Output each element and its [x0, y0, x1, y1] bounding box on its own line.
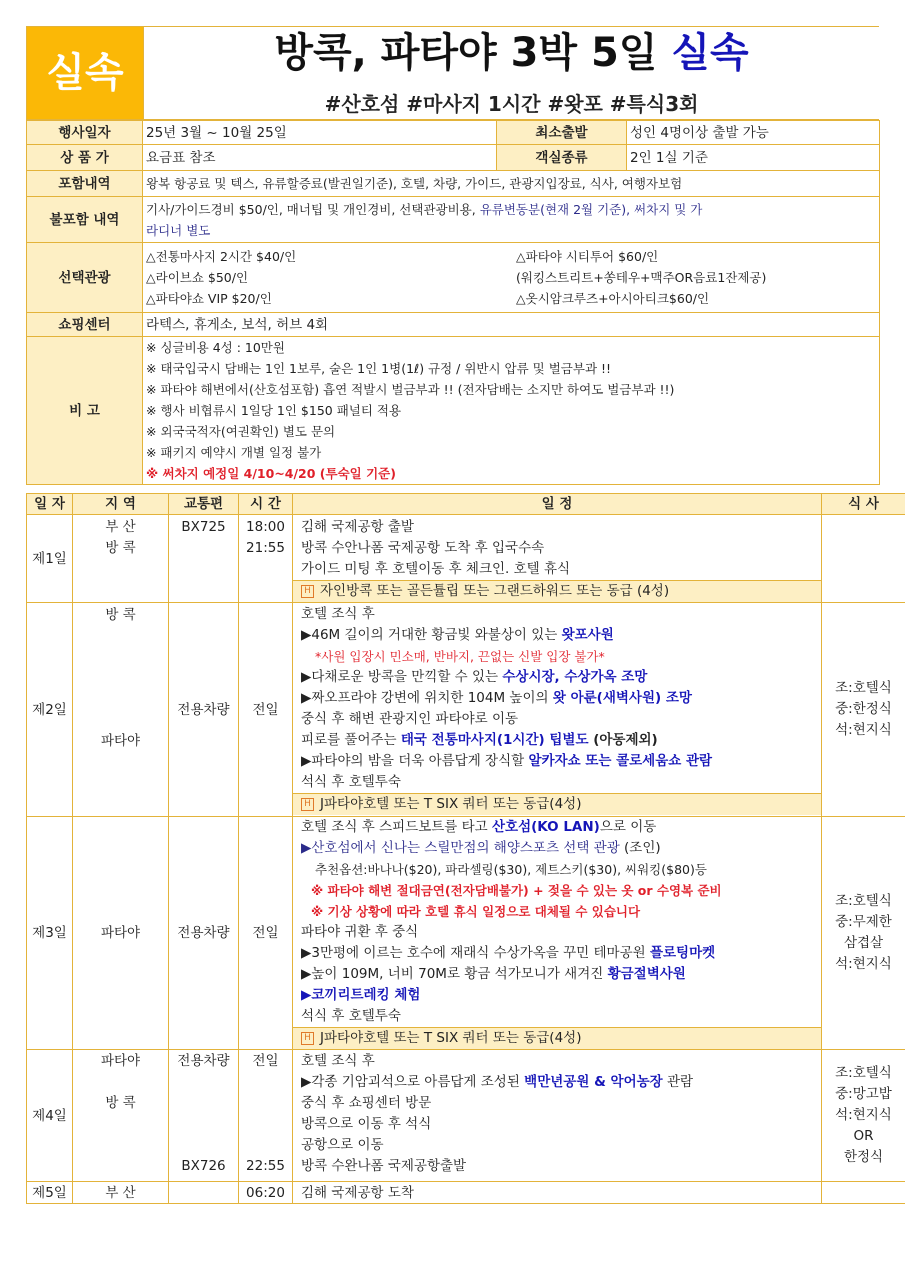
itinerary-line: 공항으로 이동: [301, 1137, 384, 1153]
itinerary-line: 석식 후 호텔투숙: [301, 774, 401, 790]
day-time: 06:20: [239, 1182, 293, 1204]
opt-item: (워킹스트리트+쏭테우+맥주OR음료1잔제공): [516, 270, 767, 285]
opt-item: △전통마사지 2시간 $40/인: [146, 249, 297, 264]
flight: BX726: [181, 1158, 226, 1174]
itinerary-line: 호텔 조식 후 스피드보트를 타고 산호섬(KO LAN)으로 이동: [301, 819, 657, 835]
place: 방 콕: [105, 540, 136, 556]
col-day: 일 자: [27, 494, 73, 515]
schedule-table: [26, 493, 905, 1204]
day-transport: 전용차량: [169, 603, 239, 817]
itinerary-line: 가이드 미팅 후 호텔이동 후 체크인. 호텔 휴식: [301, 561, 571, 577]
opt-label: 선택관광: [27, 243, 143, 313]
itinerary-line: ▶파타야의 밤을 더욱 아름답게 장식할 알카자쇼 또는 콜로세움쇼 관람: [301, 753, 713, 769]
itinerary-line: ▶다채로운 방콕을 만끽할 수 있는 수상시장, 수상가옥 조망: [301, 669, 648, 685]
itinerary-line: 중식 후 해변 관광지인 파타야로 이동: [301, 711, 519, 727]
itinerary-line: 석식 후 호텔투숙: [301, 1008, 401, 1024]
itinerary-line: 호텔 조식 후: [301, 606, 375, 622]
opt-item: △라이브쇼 $50/인: [146, 270, 249, 285]
day-label: 제4일: [27, 1050, 73, 1182]
place: 파타야: [100, 733, 141, 749]
meal-item: OR: [853, 1128, 874, 1144]
itinerary-line: ▶코끼리트레킹 체험: [301, 987, 421, 1003]
incl-label: 포함내역: [27, 171, 143, 197]
meal-item: 조:호텔식: [835, 1065, 892, 1081]
shop-value: 라텍스, 휴게소, 보석, 허브 4회: [143, 313, 880, 337]
time: 22:55: [246, 1158, 285, 1174]
day-time: 전일: [239, 603, 293, 817]
hotel-name: 자인방콕 또는 골든튤립 또는 그랜드하워드 또는 동급 (4성): [320, 583, 670, 599]
itinerary-line: ▶높이 109M, 너비 70M로 황금 석가모니가 새겨진 황금절벽사원: [301, 966, 686, 982]
day-place: [73, 515, 169, 603]
note-item: ※ 태국입국시 담배는 1인 1보루, 술은 1인 1병(1ℓ) 규정 / 위반시 압류 및 벌금부과 !!: [146, 361, 612, 376]
day-row: [27, 515, 905, 603]
day-transport: [169, 1182, 239, 1204]
room-label: 객실종류: [497, 145, 627, 171]
note-item: ※ 파타야 해변에서(산호섬포함) 흡연 적발시 벌금부과 !! (전자담배는 소지만 하여도 벌금부과 !!): [146, 382, 675, 397]
shop-label: 쇼핑센터: [27, 313, 143, 337]
hotel-name: J파타야호텔 또는 T SIX 쿼터 또는 동급(4성): [320, 796, 582, 812]
day-place: 부 산: [73, 1182, 169, 1204]
excl-fuel: 유류변동분(현재 2월 기준), 써차지 및 가: [479, 201, 703, 217]
period-value: 25년 3월 ~ 10월 25일: [143, 121, 497, 145]
badge: 실속: [27, 27, 143, 119]
room-value: 2인 1실 기준: [627, 145, 880, 171]
incl-value: 왕복 항공료 및 텍스, 유류할증료(발권일기준), 호텔, 차량, 가이드, 관광지입장료, 식사, 여행자보험: [143, 171, 880, 197]
itinerary-line: 방콕 수안나폼 국제공항 도착 후 입국수속: [301, 540, 545, 556]
opt-item: △파타야 시티투어 $60/인: [516, 249, 659, 264]
place: 부 산: [105, 519, 136, 535]
meal-item: 중:망고밥: [835, 1086, 892, 1102]
col-meal: 식 사: [822, 494, 905, 515]
meal-item: 조:호텔식: [835, 893, 892, 909]
meal-item: 석:현지식: [835, 722, 892, 738]
day-label: 제2일: [27, 603, 73, 817]
meal-item: 석:현지식: [835, 1107, 892, 1123]
day-place: [73, 1050, 169, 1182]
excl-text: 기사/가이드경비 $50/인, 매너팁 및 개인경비, 선택관광비용,: [146, 201, 480, 217]
opt-item: △옷시암크루즈+아시아티크$60/인: [516, 291, 710, 306]
day-transport: 전용차량: [169, 817, 239, 1050]
hotel-name: J파타야호텔 또는 T SIX 쿼터 또는 동급(4성): [320, 1030, 582, 1046]
day-transport: [169, 1050, 239, 1182]
opt-item: △파타야쇼 VIP $20/인: [146, 291, 272, 306]
note-item: ※ 행사 비협류시 1일당 1인 $150 패널티 적용: [146, 403, 402, 418]
col-place: 지 역: [73, 494, 169, 515]
info-table: [26, 120, 880, 485]
title-cell: [143, 27, 879, 119]
period-label: 행사일자: [27, 121, 143, 145]
place: 방 콕: [105, 607, 136, 623]
day-label: 제3일: [27, 817, 73, 1050]
excl-line2: 라디너 별도: [146, 222, 211, 238]
itinerary-line: 파타야 귀환 후 중식: [301, 924, 419, 940]
col-transport: 교통편: [169, 494, 239, 515]
itinerary-line: 추천옵션:바나나($20), 파라셀링($30), 제트스키($30), 씨워킹($80)등: [315, 862, 707, 877]
itinerary-line: ▶46M 길이의 거대한 황금빛 와불상이 있는 왓포사원: [301, 627, 614, 643]
day-meal: [822, 515, 905, 603]
price-label: 상 품 가: [27, 145, 143, 171]
day-label: 제1일: [27, 515, 73, 603]
itinerary-line: ▶각종 기암괴석으로 아름답게 조성된 백만년공원 & 악어농장 관람: [301, 1074, 694, 1090]
itinerary-line: ▶산호섬에서 신나는 스릴만점의 해양스포츠 선택 관광 (조인): [301, 840, 661, 856]
day-time: [239, 515, 293, 603]
day-meal: [822, 1182, 905, 1204]
note-surcharge: ※ 써차지 예정일 4/10~4/20 (투숙일 기준): [146, 466, 396, 481]
day-row: [27, 603, 905, 817]
meal-item: 중:무제한: [835, 914, 892, 930]
day-meal: [822, 817, 905, 1050]
meal-item: 조:호텔식: [835, 680, 892, 696]
itinerary-warning: ※ 파타야 해변 절대금연(전자담배불가) + 젖을 수 있는 옷 or 수영복 준비: [311, 883, 722, 898]
day-time: [239, 1050, 293, 1182]
note-item: ※ 패키지 예약시 개별 일정 불가: [146, 445, 322, 460]
hotel-line: [293, 580, 821, 602]
day-label: 제5일: [27, 1182, 73, 1204]
note-label: 비 고: [27, 337, 143, 485]
itinerary-warning: ※ 기상 상황에 따라 호텔 휴식 일정으로 대체될 수 있습니다: [311, 904, 641, 919]
time: 21:55: [246, 540, 285, 556]
day-itinerary: [293, 603, 822, 817]
day-place: 파타야: [73, 817, 169, 1050]
hotel-icon: H: [301, 585, 314, 598]
place: 방 콕: [105, 1095, 136, 1111]
excl-value: [143, 197, 880, 243]
day-meal: [822, 1050, 905, 1182]
page-title: [144, 29, 879, 77]
itinerary-warning: *사원 입장시 민소매, 반바지, 끈없는 신발 입장 불가*: [315, 649, 605, 664]
itinerary-line: 호텔 조식 후: [301, 1053, 375, 1069]
hashtags: #산호섬 #마사지 1시간 #왓포 #특식3회: [324, 92, 699, 116]
hotel-icon: H: [301, 1032, 314, 1045]
itinerary-line: ▶짜오프라야 강변에 위치한 104M 높이의 왓 아룬(새벽사원) 조망: [301, 690, 692, 706]
time: 18:00: [246, 519, 285, 535]
vehicle: 전용차량: [177, 1053, 230, 1069]
day-row: [27, 817, 905, 1050]
day-itinerary: [293, 817, 822, 1050]
day-itinerary: 김해 국제공항 도착: [293, 1182, 822, 1204]
price-value: 요금표 참조: [143, 145, 497, 171]
itinerary-line: 김해 국제공항 출발: [301, 519, 414, 535]
itinerary-line: 방콕으로 이동 후 석식: [301, 1116, 432, 1132]
day-time: 전일: [239, 817, 293, 1050]
hotel-icon: H: [301, 798, 314, 811]
note-item: ※ 싱글비용 4성 : 10만원: [146, 340, 285, 355]
itinerary-line: 중식 후 쇼핑센터 방문: [301, 1095, 432, 1111]
excl-label: 불포함 내역: [27, 197, 143, 243]
place: 파타야: [100, 1053, 141, 1069]
day-itinerary: [293, 1050, 822, 1182]
time: 전일: [252, 1053, 279, 1069]
meal-item: 삼겹살: [843, 935, 884, 951]
itinerary-line: 방콕 수완나폼 국제공항출발: [301, 1158, 467, 1174]
meal-item: 석:현지식: [835, 956, 892, 972]
col-time: 시 간: [239, 494, 293, 515]
day-transport: [169, 515, 239, 603]
meal-item: 한정식: [843, 1149, 884, 1165]
title-accent: 실속: [671, 30, 749, 76]
meal-item: 중:한정식: [835, 701, 892, 717]
col-itinerary: 일 정: [293, 494, 822, 515]
flight: BX725: [181, 519, 226, 535]
title-block: [26, 26, 879, 120]
day-itinerary: [293, 515, 822, 603]
day-place: [73, 603, 169, 817]
notes: [143, 337, 880, 485]
day-row: [27, 1050, 905, 1182]
min-value: 성인 4명이상 출발 가능: [627, 121, 880, 145]
itinerary-line: ▶3만평에 이르는 호수에 재래식 수상가옥을 꾸민 테마공원 플로팅마켓: [301, 945, 716, 961]
opt-value: [143, 243, 880, 313]
title-main: 방콕, 파타야 3박 5일: [274, 30, 672, 76]
day-row: [27, 1182, 905, 1204]
note-item: ※ 외국국적자(여권확인) 별도 문의: [146, 424, 336, 439]
min-label: 최소출발: [497, 121, 627, 145]
day-meal: [822, 603, 905, 817]
hotel-line: [293, 793, 821, 815]
itinerary-line: 피로를 풀어주는 태국 전통마사지(1시간) 팁별도 (아동제외): [301, 732, 658, 748]
hotel-line: [293, 1027, 821, 1049]
